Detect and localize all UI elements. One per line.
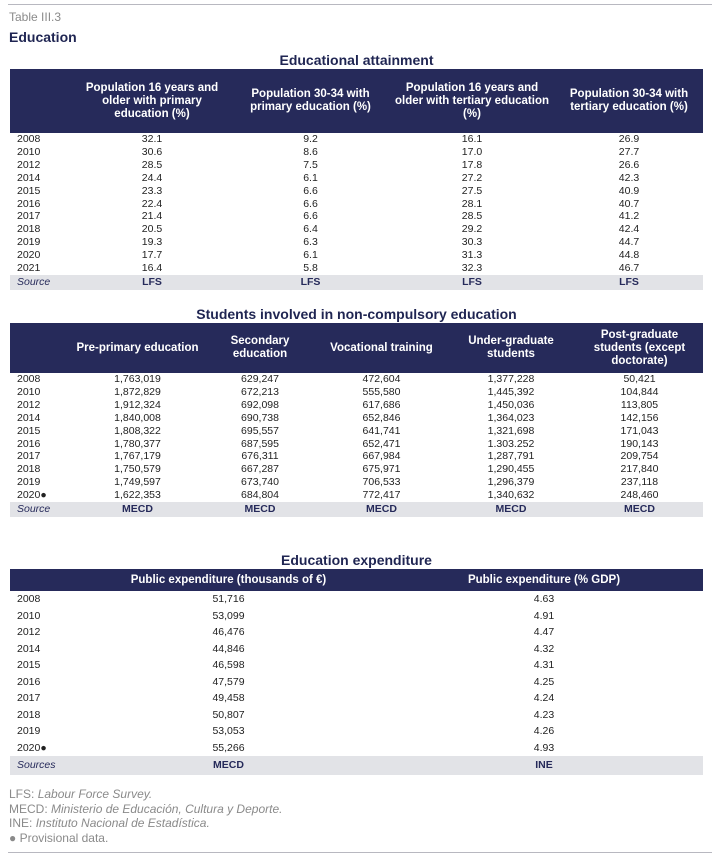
table-cell: 1,377,228 <box>487 373 535 385</box>
table-cell: 16.1 <box>461 133 483 145</box>
table-title: Education <box>9 29 77 45</box>
table-row <box>10 185 703 198</box>
table-cell: 6.1 <box>303 249 318 262</box>
table-cell: 4.91 <box>533 609 555 622</box>
table-cell: 28.5 <box>141 158 163 171</box>
table-cell: 1,763,019 <box>114 373 161 385</box>
table-cell: 4.93 <box>533 741 555 754</box>
table-cell: 26.6 <box>618 158 640 171</box>
table-cell: 652,471 <box>362 437 401 450</box>
table-cell: 55,266 <box>212 741 245 754</box>
table-cell: 31.3 <box>461 249 483 262</box>
row-year: 2020 <box>17 249 41 262</box>
table-cell: 27.5 <box>461 184 483 197</box>
table-cell: 42.4 <box>618 223 640 236</box>
table-cell: 17.7 <box>141 249 163 262</box>
table-cell: 27.7 <box>618 145 640 158</box>
table-cell: 1,340,632 <box>487 489 535 502</box>
row-year: 2020● <box>17 489 47 502</box>
table-cell: 1,287,791 <box>487 450 535 463</box>
table-cell: 32.1 <box>141 133 163 145</box>
row-year: 2017 <box>17 692 41 704</box>
table-row <box>10 425 703 438</box>
row-year: 2010 <box>17 609 41 622</box>
table-cell: 113,805 <box>620 398 659 411</box>
table-cell: 675,971 <box>362 463 401 476</box>
table-cell: 1,840,008 <box>114 411 161 424</box>
table-row <box>10 641 703 658</box>
table-number: Table III.3 <box>9 10 62 24</box>
table-cell: 692,098 <box>241 398 279 411</box>
table-cell: 6.3 <box>303 236 318 249</box>
column-header: Vocational training <box>317 323 446 373</box>
row-year: 2021 <box>17 262 41 275</box>
table-cell: 28.1 <box>461 197 483 210</box>
table-cell: 51,716 <box>212 593 245 605</box>
table-row <box>10 624 703 641</box>
footnote: MECD: Ministerio de Educación, Cultura y Deporte. <box>9 801 283 816</box>
table-cell: 4.32 <box>533 642 555 655</box>
row-year: 2018 <box>17 708 41 721</box>
source-label: Source <box>10 275 72 290</box>
row-year: 2019 <box>17 236 41 249</box>
table-cell: 41.2 <box>618 210 640 223</box>
source-cell: MECD <box>446 502 576 517</box>
source-cell: MECD <box>72 502 203 517</box>
table-cell: 22.4 <box>141 197 163 210</box>
source-cell: LFS <box>232 275 389 290</box>
bottom-rule <box>8 852 712 853</box>
table-cell: 4.25 <box>533 675 555 688</box>
column-header: Post-graduate students (except doctorate) <box>576 323 703 373</box>
table-row <box>10 133 703 146</box>
table-row <box>10 373 703 386</box>
row-year: 2012 <box>17 158 41 171</box>
source-label: Sources <box>10 756 72 775</box>
row-year: 2015 <box>17 184 41 197</box>
header-year <box>10 323 72 373</box>
table-cell: 1,364,023 <box>487 411 535 424</box>
table-cell: 50,807 <box>212 708 245 721</box>
column-header: Secondary education <box>203 323 317 373</box>
table-cell: 42.3 <box>618 171 640 184</box>
table-cell: 142,156 <box>620 411 659 424</box>
column-header: Population 16 years and older with tertiary education (%) <box>389 69 555 133</box>
table-cell: 30.6 <box>141 145 163 158</box>
table-row <box>10 450 703 463</box>
footnote: INE: Instituto Nacional de Estadística. <box>9 816 210 830</box>
source-cell: MECD <box>203 502 317 517</box>
column-header: Population 30-34 with tertiary education (%) <box>555 69 703 133</box>
table-cell: 29.2 <box>461 223 483 236</box>
source-cell: INE <box>385 756 703 775</box>
table-cell: 50,421 <box>623 373 656 385</box>
table-row <box>10 740 703 757</box>
source-cell: MECD <box>72 756 385 775</box>
table-cell: 1,290,455 <box>487 463 535 476</box>
source-row <box>10 756 703 775</box>
row-year: 2015 <box>17 424 41 437</box>
section-title: Educational attainment <box>279 52 434 68</box>
table-cell: 1,780,377 <box>114 437 161 450</box>
table-cell: 1,767,179 <box>114 450 161 463</box>
section-title: Education expenditure <box>281 552 432 568</box>
table-cell: 673,740 <box>241 476 279 489</box>
table-cell: 1,749,597 <box>114 476 161 489</box>
row-year: 2008 <box>17 593 41 605</box>
row-year: 2012 <box>17 626 41 638</box>
table-cell: 248,460 <box>620 489 659 502</box>
table-row <box>10 707 703 724</box>
table-cell: 190,143 <box>620 437 659 450</box>
column-header: Public expenditure (% GDP) <box>385 569 703 591</box>
table-row <box>10 159 703 172</box>
table-cell: 53,099 <box>212 609 245 622</box>
row-year: 2020● <box>17 741 47 754</box>
table-cell: 695,557 <box>241 424 279 437</box>
table-body <box>10 133 703 290</box>
table-cell: 1.303.252 <box>487 437 535 450</box>
table-cell: 104,844 <box>620 385 659 398</box>
table-cell: 690,738 <box>241 411 279 424</box>
table-cell: 40.7 <box>618 197 640 210</box>
table-cell: 20.5 <box>141 223 163 236</box>
table-cell: 4.63 <box>533 593 555 605</box>
footnote: LFS: Labour Force Survey. <box>9 787 153 801</box>
row-year: 2018 <box>17 463 41 476</box>
table-cell: 53,053 <box>212 725 245 737</box>
table-cell: 1,450,036 <box>487 398 535 411</box>
row-year: 2010 <box>17 385 41 398</box>
table-row <box>10 386 703 399</box>
table-cell: 472,604 <box>362 373 401 385</box>
source-row <box>10 502 703 517</box>
row-year: 2008 <box>17 133 41 145</box>
table-cell: 237,118 <box>620 476 659 489</box>
table-body <box>10 591 703 775</box>
source-cell: LFS <box>72 275 232 290</box>
table-cell: 667,984 <box>362 450 401 463</box>
row-year: 2015 <box>17 659 41 671</box>
table-row <box>10 591 703 608</box>
table-cell: 40.9 <box>618 184 640 197</box>
column-header: Population 30-34 with primary education (%) <box>232 69 389 133</box>
source-cell: LFS <box>555 275 703 290</box>
table-cell: 46,476 <box>212 626 245 638</box>
table-cell: 17.0 <box>461 145 483 158</box>
table-body <box>10 373 703 517</box>
table-cell: 6.4 <box>303 223 318 236</box>
table-row <box>10 249 703 262</box>
table-cell: 706,533 <box>362 476 401 489</box>
table-cell: 217,840 <box>620 463 659 476</box>
table-cell: 46.7 <box>618 262 640 275</box>
table-cell: 4.26 <box>533 725 555 737</box>
row-year: 2016 <box>17 197 41 210</box>
table-row <box>10 262 703 275</box>
table-cell: 49,458 <box>212 692 245 704</box>
table-row <box>10 210 703 223</box>
table-cell: 171,043 <box>620 424 659 437</box>
table-row <box>10 399 703 412</box>
table-row <box>10 690 703 707</box>
table-cell: 209,754 <box>620 450 659 463</box>
header-year <box>10 569 72 591</box>
table-cell: 555,580 <box>362 385 401 398</box>
top-rule <box>8 4 712 5</box>
row-year: 2019 <box>17 725 41 737</box>
table-cell: 21.4 <box>141 210 163 223</box>
row-year: 2017 <box>17 210 41 223</box>
table-row <box>10 608 703 625</box>
table-cell: 684,804 <box>241 489 279 502</box>
table-cell: 6.6 <box>303 184 318 197</box>
table-cell: 4.31 <box>533 659 555 671</box>
table-cell: 617,686 <box>362 398 401 411</box>
table-cell: 28.5 <box>461 210 483 223</box>
table-cell: 672,213 <box>241 385 279 398</box>
table-cell: 687,595 <box>241 437 279 450</box>
row-year: 2014 <box>17 411 41 424</box>
table-cell: 629,247 <box>241 373 279 385</box>
table-cell: 24.4 <box>141 171 163 184</box>
table-cell: 4.24 <box>533 692 555 704</box>
table-row <box>10 463 703 476</box>
column-header: Public expenditure (thousands of €) <box>72 569 385 591</box>
source-row <box>10 275 703 290</box>
table-cell: 6.6 <box>303 197 318 210</box>
table-row <box>10 172 703 185</box>
table-row <box>10 489 703 502</box>
table-cell: 23.3 <box>141 184 163 197</box>
column-header: Pre-primary education <box>72 323 203 373</box>
footnote: ● Provisional data. <box>9 830 109 845</box>
table-cell: 44.8 <box>618 249 640 262</box>
table-cell: 30.3 <box>461 236 483 249</box>
row-year: 2017 <box>17 450 41 463</box>
row-year: 2014 <box>17 642 41 655</box>
expenditure-section <box>10 551 703 775</box>
row-year: 2016 <box>17 437 41 450</box>
table-cell: 652,846 <box>362 411 401 424</box>
column-header: Population 16 years and older with primary education (%) <box>72 69 232 133</box>
row-year: 2012 <box>17 398 41 411</box>
source-cell: LFS <box>389 275 555 290</box>
table-cell: 27.2 <box>461 171 483 184</box>
table-cell: 1,445,392 <box>487 385 535 398</box>
table-row <box>10 236 703 249</box>
table-cell: 1,321,698 <box>487 424 535 437</box>
row-year: 2010 <box>17 145 41 158</box>
table-cell: 772,417 <box>362 489 401 502</box>
row-year: 2019 <box>17 476 41 489</box>
educational-attainment-table <box>10 69 703 290</box>
table-cell: 1,296,379 <box>487 476 535 489</box>
table-cell: 4.47 <box>533 626 555 638</box>
table-cell: 5.8 <box>303 262 318 275</box>
table-cell: 26.9 <box>618 133 640 145</box>
table-cell: 7.5 <box>303 158 318 171</box>
table-cell: 4.23 <box>533 708 555 721</box>
table-cell: 44.7 <box>618 236 640 249</box>
row-year: 2018 <box>17 223 41 236</box>
table-cell: 47,579 <box>212 675 245 688</box>
educational-attainment-section <box>10 51 703 290</box>
table-cell: 16.4 <box>141 262 163 275</box>
header-year <box>10 69 72 133</box>
table-cell: 1,872,829 <box>114 385 161 398</box>
section-title: Students involved in non-compulsory education <box>196 306 517 322</box>
row-year: 2016 <box>17 675 41 688</box>
source-cell: MECD <box>576 502 703 517</box>
table-cell: 19.3 <box>141 236 163 249</box>
table-cell: 6.1 <box>303 171 318 184</box>
table-cell: 1,622,353 <box>114 489 161 502</box>
table-row <box>10 476 703 489</box>
table-cell: 1,912,324 <box>114 398 161 411</box>
table-row <box>10 438 703 451</box>
table-row <box>10 223 703 236</box>
table-cell: 676,311 <box>241 450 279 463</box>
table-cell: 6.6 <box>303 210 318 223</box>
table-cell: 1,808,322 <box>114 424 161 437</box>
table-cell: 9.2 <box>303 133 318 145</box>
table-row <box>10 146 703 159</box>
row-year: 2008 <box>17 373 41 385</box>
source-label: Source <box>10 502 72 517</box>
expenditure-table <box>10 569 703 775</box>
row-year: 2014 <box>17 171 41 184</box>
table-row <box>10 723 703 740</box>
table-cell: 46,598 <box>212 659 245 671</box>
column-header: Under-graduate students <box>446 323 576 373</box>
table-row <box>10 657 703 674</box>
table-cell: 44,846 <box>212 642 245 655</box>
table-cell: 641,741 <box>362 424 401 437</box>
source-cell: MECD <box>317 502 446 517</box>
table-cell: 8.6 <box>303 145 318 158</box>
students-table <box>10 323 703 517</box>
table-cell: 1,750,579 <box>114 463 161 476</box>
table-row <box>10 198 703 211</box>
table-cell: 667,287 <box>241 463 279 476</box>
table-row <box>10 674 703 691</box>
table-row <box>10 412 703 425</box>
table-cell: 32.3 <box>461 262 483 275</box>
table-cell: 17.8 <box>461 158 483 171</box>
students-section <box>10 305 703 517</box>
footnotes <box>9 787 282 845</box>
